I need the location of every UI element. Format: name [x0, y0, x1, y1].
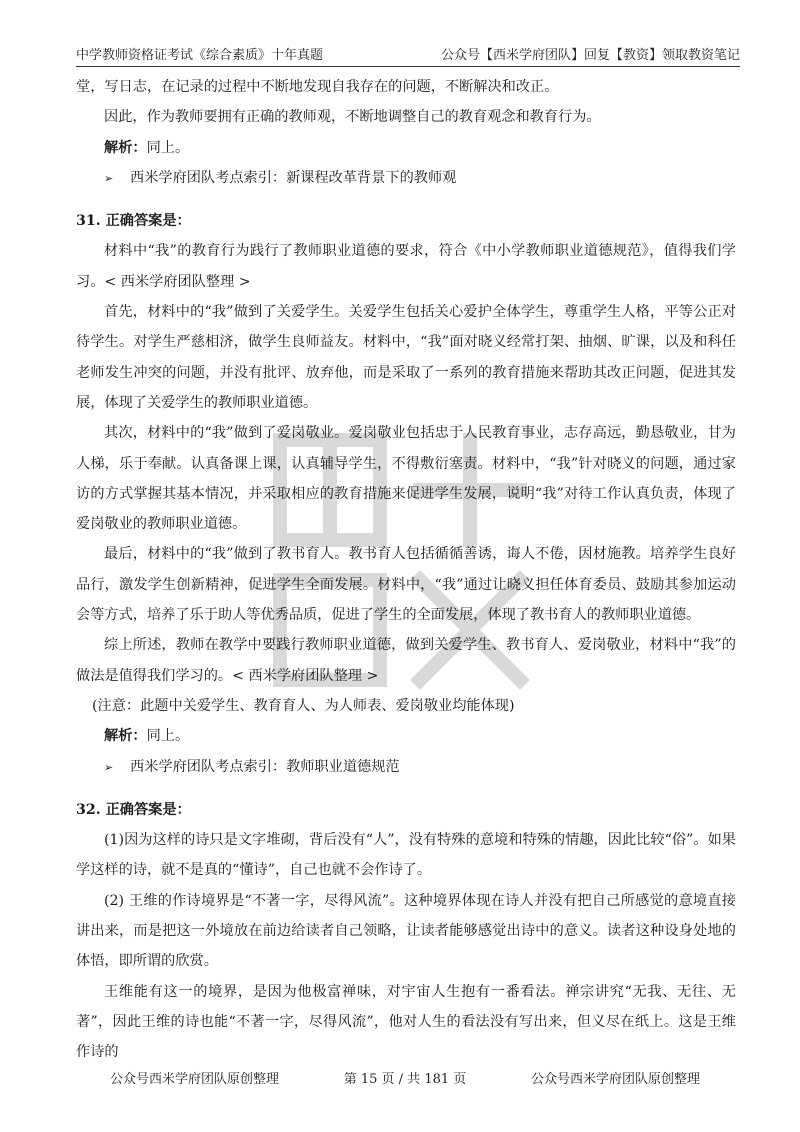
question-32-heading: 32. 正确答案是：: [76, 801, 191, 818]
index-text: 西米学府团队考点索引：新课程改革背景下的教师观: [130, 169, 457, 186]
page-header: [76, 40, 740, 67]
paragraph: 王维能有这一的境界，是因为他极富禅味，对宇宙人生抱有一番看法。禅宗讲究“无我、无往、无著”，因此王维的诗也能“不著一字，尽得风流”，他对人生的看法没有写出来，但义尽在纸上。这是王维作诗的: [76, 983, 736, 1061]
paragraph: 因此，作为教师要拥有正确的教师观，不断地调整自己的教育观念和教育行为。: [104, 109, 601, 126]
analysis-line: [76, 721, 736, 751]
index-line: [76, 752, 736, 783]
analysis-text: 同上。: [146, 139, 190, 156]
page-footer: [110, 1068, 700, 1087]
analysis-text: 同上。: [146, 728, 190, 745]
header-right-note: 公众号【西米学府团队】回复【教资】领取教资笔记: [440, 47, 740, 63]
page-number: 第 15 页 / 共 181 页: [343, 1072, 467, 1087]
page-body: [76, 72, 736, 1068]
footer-left: 公众号西米学府团队原创整理: [110, 1072, 280, 1087]
note: (注意：此题中关爱学生、教育育人、为人师表、爱岗敬业均能体现): [92, 697, 515, 714]
index-line: [76, 163, 736, 194]
paragraph: 最后，材料中的“我”做到了教书育人。教书育人包括循循善诱，诲人不倦，因材施教。培养学生良好品行，激发学生创新精神，促进学生全面发展。材料中，“我”通过让晓义担任体育委员、鼓励其参加运动会等方式，培养了乐于助人等优秀品质，促进了学生的全面发展，体现了教书育人的教师职业道德。: [76, 546, 736, 624]
analysis-label: 解析：: [104, 139, 147, 156]
header-left-title: 中学教师资格证考试《综合素质》十年真题: [76, 47, 324, 63]
paragraph: 其次，材料中的“我”做到了爱岗敬业。爱岗敬业包括忠于人民教育事业，志存高远，勤恳敬业，甘为人梯，乐于奉献。认真备课上课，认真辅导学生，不得敷衍塞责。材料中，“我”针对晓义的问题，通过家访的方式掌握其基本情况，并采取相应的教育措施来促进学生发展，说明“我”对待工作认真负责，体现了爱岗敬业的教师职业道德。: [76, 425, 736, 533]
arrow-bullet-icon: ➢: [104, 760, 114, 774]
analysis-line: [76, 133, 736, 163]
analysis-label: 解析：: [104, 728, 147, 745]
paragraph: 堂，写日志，在记录的过程中不断地发现自我存在的问题，不断解决和改正。: [76, 79, 559, 95]
paragraph: (1)因为这样的诗只是文字堆砌，背后没有“人”，没有特殊的意境和特殊的情趣，因此比较“俗”。如果学这样的诗，就不是真的“懂诗”，自己也就不会作诗了。: [76, 832, 736, 879]
paragraph: 材料中“我”的教育行为践行了教师职业道德的要求，符合《中小学教师职业道德规范》，值得我们学习。< 西米学府团队整理 >: [76, 243, 736, 290]
index-text: 西米学府团队考点索引：教师职业道德规范: [130, 758, 400, 775]
paragraph: 首先，材料中的“我”做到了关爱学生。关爱学生包括关心爱护全体学生，尊重学生人格，平等公正对待学生。对学生严慈相济，做学生良师益友。材料中，“我”面对晓义经常打架、抽烟、旷课，以及和科任老师发生冲突的问题，并没有批评、放弃他，而是采取了一系列的教育措施来帮助其改正问题，促进其发展，体现了关爱学生的教师职业道德。: [76, 304, 736, 411]
arrow-bullet-icon: ➢: [104, 171, 114, 185]
question-31-heading: 31. 正确答案是：: [76, 213, 191, 230]
footer-right: 公众号西米学府团队原创整理: [530, 1072, 700, 1087]
paragraph: 综上所述，教师在教学中要践行教师职业道德，做到关爱学生、教书育人、爱岗敬业，材料中“我”的做法是值得我们学习的。< 西米学府团队整理 >: [76, 637, 736, 684]
paragraph: (2) 王维的作诗境界是“不著一字，尽得风流”。这种境界体现在诗人并没有把自己所感觉的意境直接讲出来，而是把这一外境放在前边给读者自己领略，让读者能够感觉出诗中的意义。读者这种设身处地的体悟，即所谓的欣赏。: [76, 892, 736, 970]
